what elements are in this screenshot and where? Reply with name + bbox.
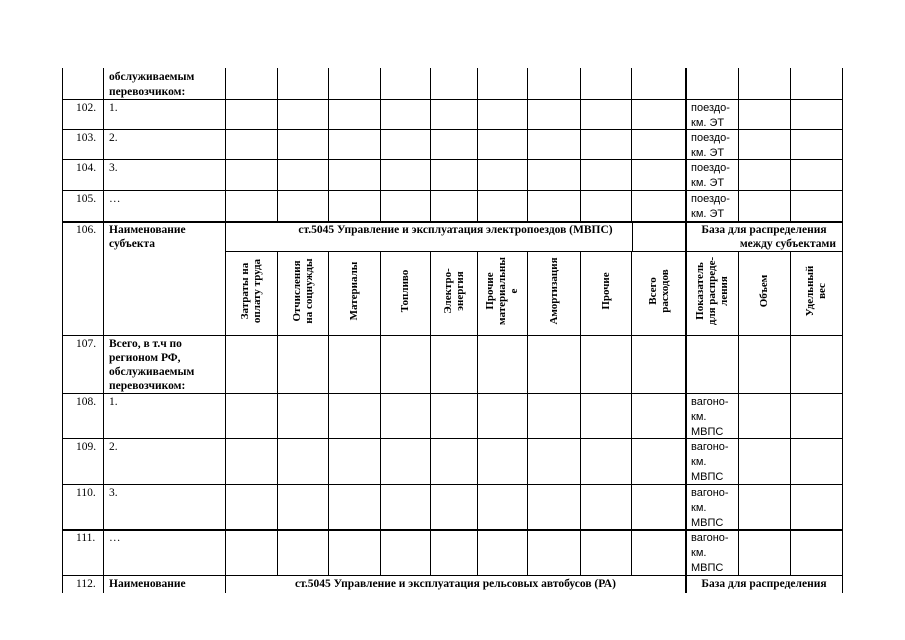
row-number: 109. — [76, 441, 97, 453]
left-border — [62, 68, 63, 593]
unit-label: км. ЭТ — [691, 147, 725, 159]
row-number: 104. — [76, 162, 97, 174]
cost-col-line — [580, 251, 581, 575]
cost-col-line — [430, 251, 431, 575]
cost-col-line — [277, 68, 278, 221]
row-name: обслуживаемым — [109, 366, 195, 378]
column-header: е — [508, 288, 520, 294]
cost-col-line — [380, 68, 381, 221]
unit-label: км. ЭТ — [691, 177, 725, 189]
base-title: База для распределения — [701, 224, 827, 236]
row-line — [62, 484, 842, 485]
unit-label: км. — [691, 411, 707, 423]
row-name: 2. — [109, 132, 118, 144]
subject-name-header: субъекта — [109, 238, 155, 250]
unit-label: поездо- — [691, 132, 730, 144]
row-line — [62, 335, 842, 336]
row-number: 112. — [76, 578, 96, 590]
row-name: Всего, в т.ч по — [109, 338, 182, 350]
column-header: оплату труда — [251, 258, 263, 324]
cost-col-line — [527, 251, 528, 575]
cost-col-line — [380, 251, 381, 575]
column-header: Топливо — [399, 269, 411, 313]
row-number: 107. — [76, 338, 97, 350]
section-title: ст.5045 Управление и эксплуатация электропоездов (МВПС) — [298, 224, 613, 236]
column-header: Материалы — [348, 261, 360, 321]
base-col-line — [790, 68, 791, 221]
column-header: на соцнужды — [302, 258, 315, 324]
column-header: Показатель — [694, 262, 706, 320]
unit-label: МВПС — [691, 426, 724, 438]
column-header: Электро- — [441, 268, 454, 314]
section-title: ст.5045 Управление и эксплуатация рельсовых автобусов (РА) — [295, 578, 616, 590]
column-header: Объем — [758, 274, 770, 308]
column-header: ления — [718, 276, 730, 306]
row-number: 105. — [76, 193, 97, 205]
num-col-border — [103, 68, 104, 593]
base-col-line — [790, 251, 791, 575]
unit-label: поездо- — [691, 193, 730, 205]
cost-col-line — [477, 68, 478, 221]
unit-label: вагоно- — [691, 396, 729, 408]
column-header: расходов — [658, 269, 671, 313]
base-title: между субъектами — [739, 238, 836, 250]
unit-label: МВПС — [691, 471, 724, 483]
cost-col-line — [328, 68, 329, 221]
row-name: 2. — [109, 441, 118, 453]
column-header: Затраты на — [239, 262, 251, 320]
column-header: Амортизация — [547, 257, 560, 325]
cost-col-line — [580, 68, 581, 221]
cost-col-line — [631, 251, 632, 575]
unit-label: МВПС — [691, 517, 724, 529]
row-number: 102. — [76, 102, 97, 114]
base-col-line — [738, 251, 739, 575]
base-col-line — [738, 68, 739, 221]
unit-label: км. — [691, 502, 707, 514]
unit-label: поездо- — [691, 102, 730, 114]
unit-label: поездо- — [691, 162, 730, 174]
row-line — [62, 575, 842, 576]
row-name: 3. — [109, 487, 118, 499]
unit-label: км. ЭТ — [691, 208, 725, 220]
row-name: 1. — [109, 102, 118, 114]
column-header: энергия — [453, 271, 466, 311]
row-name: 3. — [109, 162, 118, 174]
row-number: 103. — [76, 132, 97, 144]
column-header: Отчисления — [290, 260, 303, 322]
row-name: … — [109, 532, 121, 544]
name-col-border — [225, 68, 226, 593]
unit-label: км. ЭТ — [691, 117, 725, 129]
cost-col-line — [631, 68, 632, 221]
subject-name-header: Наименование — [109, 224, 186, 236]
row-line — [62, 99, 842, 100]
cost-col-line — [477, 251, 478, 575]
row-number: 106. — [76, 224, 97, 236]
cost-col-line — [277, 251, 278, 575]
row-number: 108. — [76, 396, 97, 408]
subject-name-header: Наименование — [109, 578, 186, 590]
right-border — [842, 68, 843, 593]
base-col-border — [685, 68, 687, 593]
unit-label: МВПС — [691, 562, 724, 574]
row-line — [62, 438, 842, 439]
base-title: База для распределения — [701, 578, 827, 590]
unit-label: км. — [691, 456, 707, 468]
row-line — [62, 129, 842, 130]
column-header: вес — [816, 283, 828, 299]
unit-label: км. — [691, 547, 707, 559]
unit-label: вагоно- — [691, 441, 729, 453]
row-name: перевозчиком: — [109, 380, 186, 392]
column-header: Всего — [646, 277, 659, 305]
column-header: для распреде- — [706, 256, 718, 326]
row-number: 110. — [76, 487, 96, 499]
column-header: Прочие — [484, 272, 496, 310]
column-header: Удельный — [804, 265, 816, 317]
cost-col-line — [430, 68, 431, 221]
row-name: перевозчиком: — [109, 86, 186, 98]
header-line — [225, 251, 842, 252]
unit-label: вагоно- — [691, 487, 729, 499]
column-header: Прочие — [599, 272, 612, 310]
unit-label: вагоно- — [691, 532, 729, 544]
row-name: регионом РФ, — [109, 352, 181, 364]
cost-col-line — [328, 251, 329, 575]
row-name: … — [109, 193, 121, 205]
row-line — [62, 190, 842, 191]
cost-col-line — [527, 68, 528, 221]
row-line — [62, 393, 842, 394]
row-name: обслуживаемым — [109, 71, 195, 83]
column-header: материальны — [496, 257, 508, 325]
row-name: 1. — [109, 396, 118, 408]
row-number: 111. — [76, 532, 96, 544]
row-line — [62, 159, 842, 160]
